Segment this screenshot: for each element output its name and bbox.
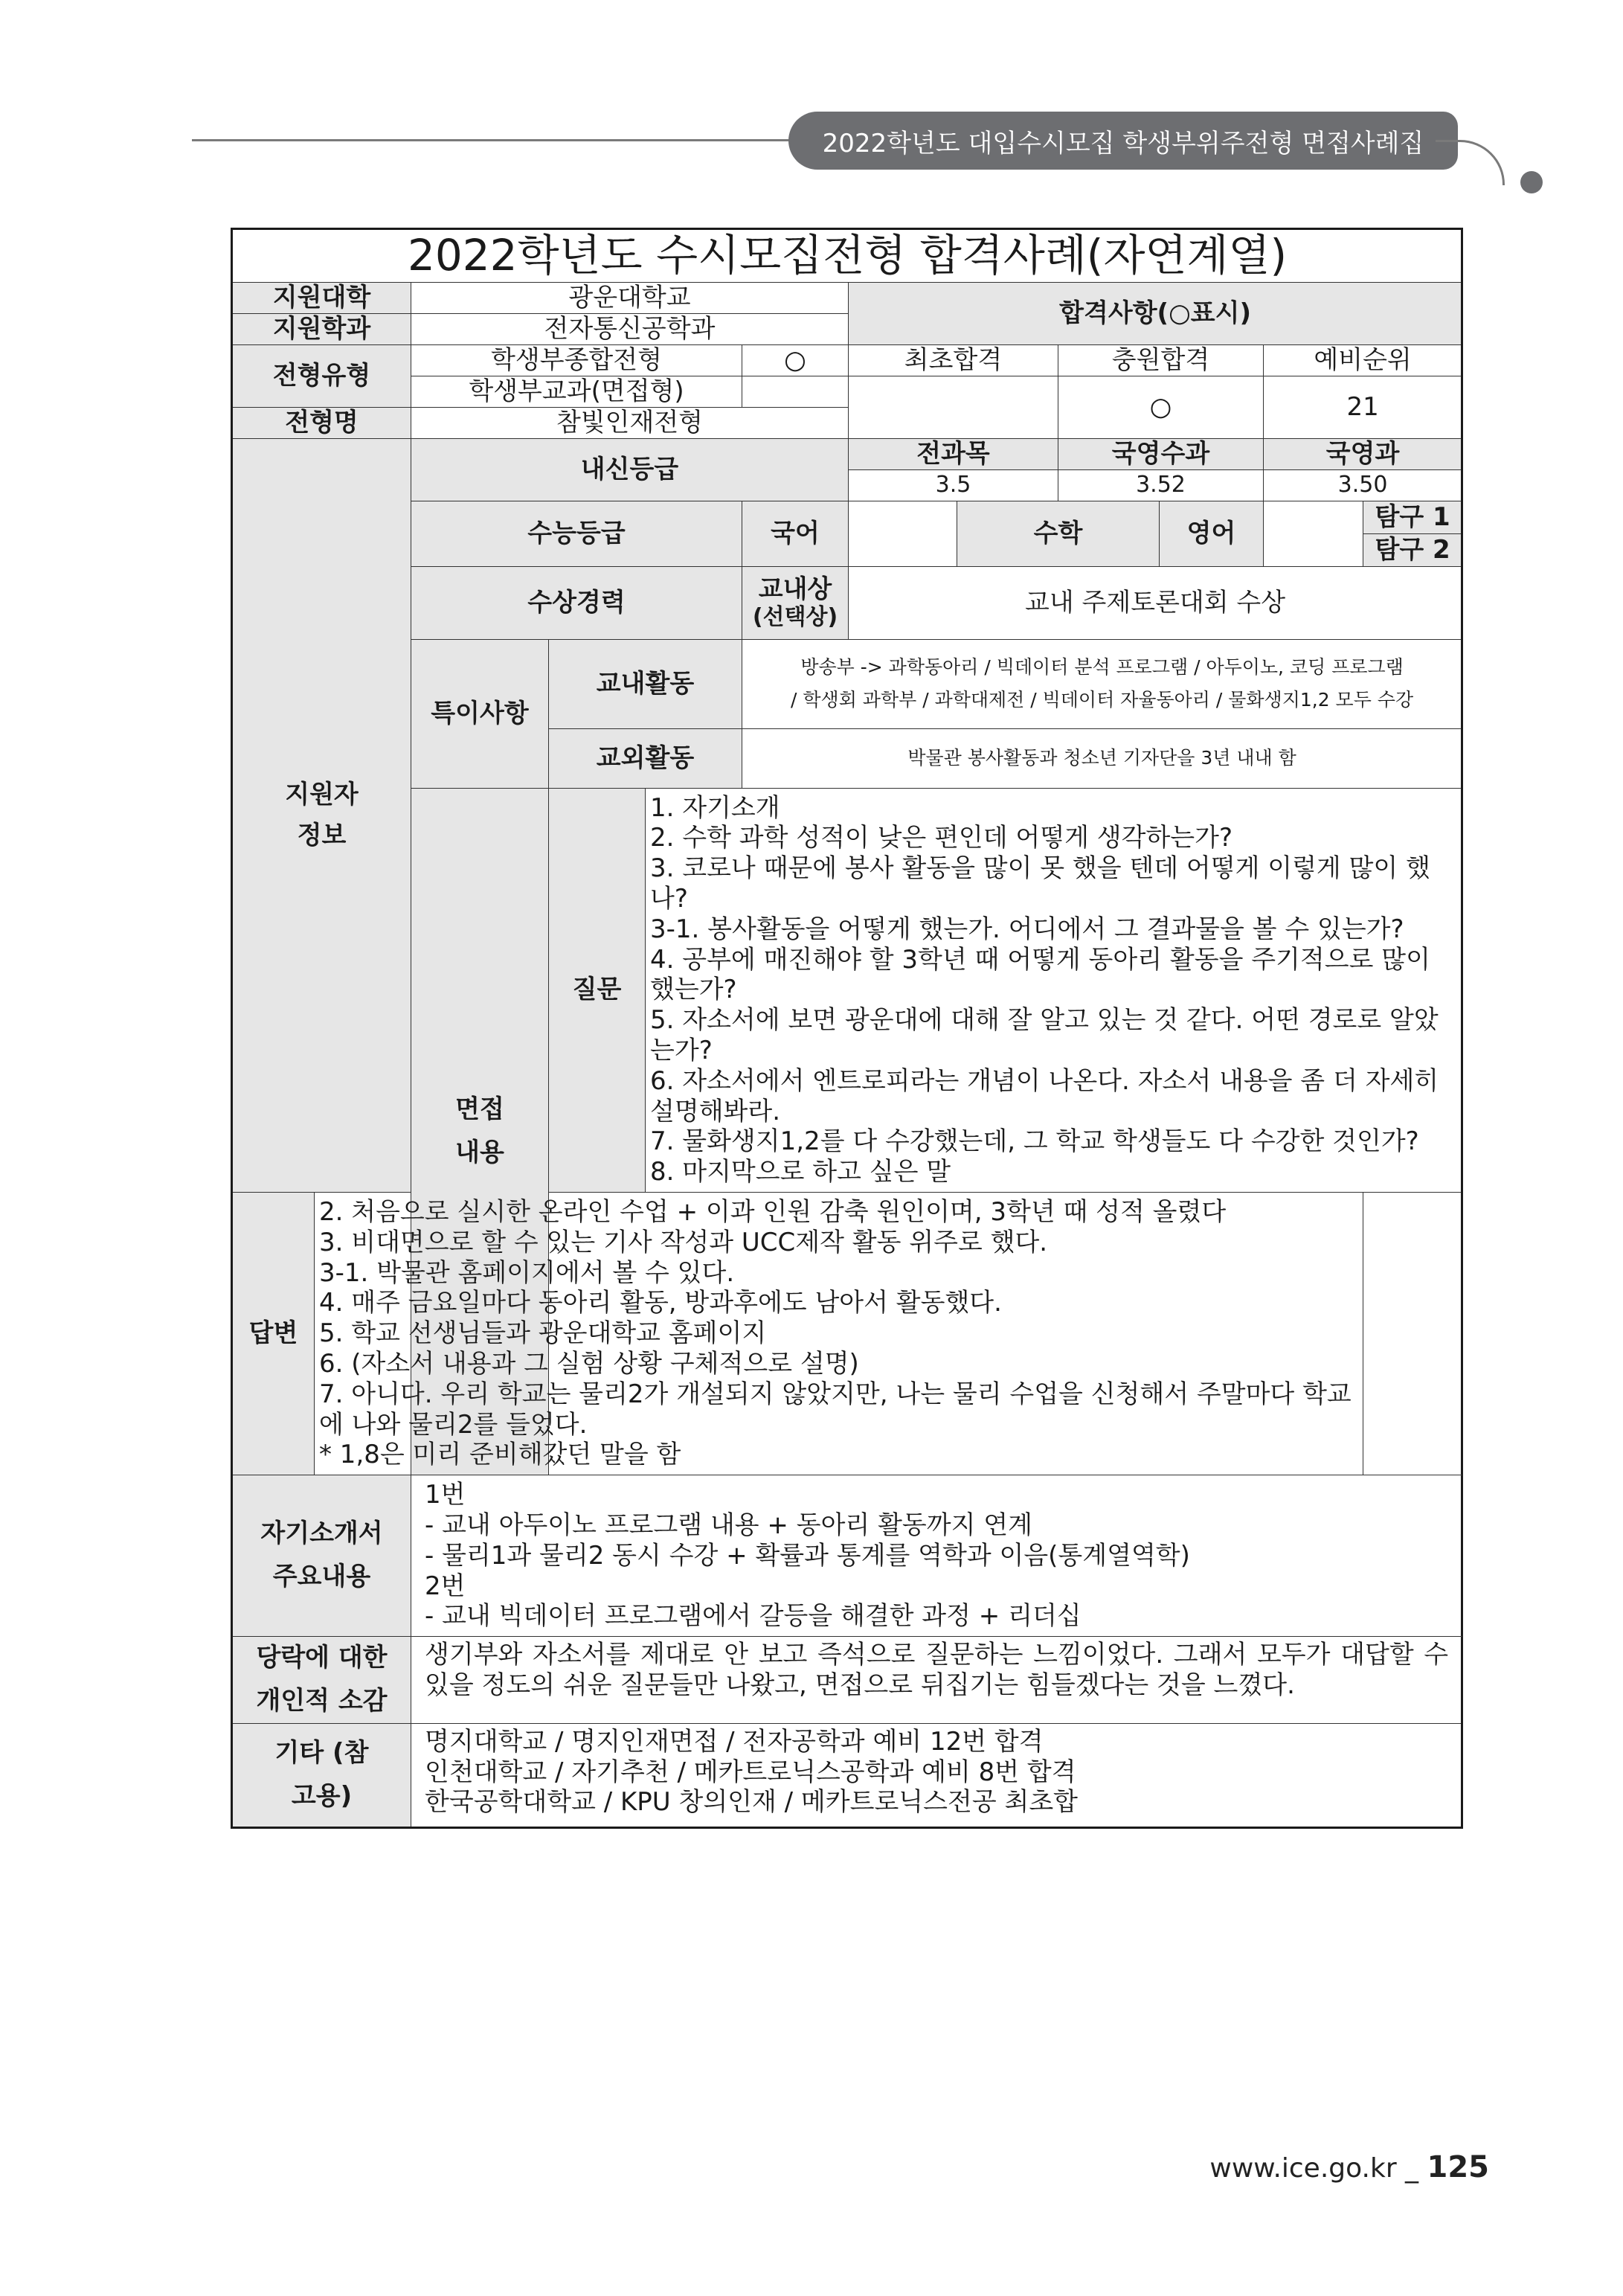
value-department: 전자통신공학과 — [411, 313, 849, 344]
header-dot — [1520, 171, 1543, 193]
label-korean: 국어 — [742, 501, 849, 566]
value-in-school-activity: 방송부 -> 과학동아리 / 빅데이터 분석 프로그램 / 아두이노, 코딩 프로그램 / 학생회 과학부 / 과학대제전 / 빅데이터 자율동아리 / 물화생지1,2 모두 수강 — [742, 639, 1462, 728]
value-gpa-kems: 3.52 — [1058, 469, 1264, 501]
answer-item: * 1,8은 미리 준비해갔던 말을 함 — [319, 1440, 681, 1470]
essay-summary-item: 1번 — [425, 1480, 466, 1510]
question-item: 2. 수학 과학 성적이 낮은 편인데 어떻게 생각하는가? — [650, 823, 1233, 853]
type-option-2: 학생부교과(면접형) — [411, 376, 742, 407]
value-out-school-activity: 박물관 봉사활동과 청소년 기자단을 3년 내내 함 — [742, 728, 1462, 788]
label-gpa-kems: 국영수과 — [1058, 438, 1264, 469]
value-gpa-all: 3.5 — [849, 469, 1058, 501]
admission-case-table — [231, 228, 1463, 1829]
essay-summary-list — [411, 1475, 1462, 1637]
label-special: 특이사항 — [411, 639, 549, 788]
label-etc: 기타 (참고용) — [232, 1723, 411, 1827]
type-option-1-mark: ○ — [742, 344, 849, 376]
label-impression: 당락에 대한 개인적 소감 — [232, 1637, 411, 1724]
label-admission-name: 전형명 — [232, 407, 411, 438]
value-admission-name: 참빛인재전형 — [411, 407, 849, 438]
label-answers: 답변 — [232, 1192, 315, 1475]
answer-item: 3. 비대면으로 할 수 있는 기사 작성과 UCC제작 활동 위주로 했다. — [319, 1227, 1048, 1257]
label-result: 합격사항(○표시) — [849, 282, 1462, 344]
label-english: 영어 — [1160, 501, 1264, 566]
label-additional-pass: 충원합격 — [1058, 344, 1264, 376]
label-inquiry-2: 탐구 2 — [1363, 533, 1462, 566]
impression-text: 생기부와 자소서를 제대로 안 보고 즉석으로 질문하는 느낌이었다. 그래서 모두가 대답할 수 있을 정도의 쉬운 질문들만 나왔고, 면접으로 뒤집기는 힘들겠다는 것을 느꼈다. — [411, 1637, 1462, 1724]
label-csat: 수능등급 — [411, 501, 742, 566]
label-interview: 면접 내용 — [411, 788, 549, 1475]
label-inquiry-1: 탐구 1 — [1363, 501, 1462, 533]
running-title: 2022학년도 대입수시모집 학생부위주전형 면접사례집 — [788, 112, 1458, 170]
label-gpa-kes: 국영과 — [1264, 438, 1462, 469]
answer-item: 7. 아니다. 우리 학교는 물리2가 개설되지 않았지만, 나는 물리 수업을 신청해서 주말마다 학교에 나와 물리2를 들었다. — [319, 1379, 1352, 1440]
question-item: 7. 물화생지1,2를 다 수강했는데, 그 학교 학생들도 다 수강한 것인가? — [650, 1126, 1419, 1157]
questions-list — [646, 788, 1462, 1192]
label-admission-type: 전형유형 — [232, 344, 411, 407]
answer-item: 3-1. 박물관 홈페이지에서 볼 수 있다. — [319, 1257, 735, 1288]
answer-item: 5. 학교 선생님들과 광운대학교 홈페이지 — [319, 1318, 767, 1349]
type-option-2-mark — [742, 376, 849, 407]
label-out-school-activity: 교외활동 — [549, 728, 742, 788]
value-waitlist: 21 — [1264, 376, 1462, 438]
label-awards: 수상경력 — [411, 566, 742, 639]
question-item: 8. 마지막으로 하고 싶은 말 — [650, 1157, 951, 1187]
question-item: 3. 코로나 때문에 봉사 활동을 많이 못 했을 텐데 어떻게 이렇게 많이 했나? — [650, 853, 1430, 914]
value-additional-pass: ○ — [1058, 376, 1264, 438]
header-curve — [1436, 140, 1505, 185]
value-award: 교내 주제토론대회 수상 — [849, 566, 1462, 639]
title-row — [232, 229, 1462, 283]
question-item: 1. 자기소개 — [650, 792, 780, 823]
answer-item: 6. (자소서 내용과 그 실험 상황 구체적으로 설명) — [319, 1348, 859, 1379]
label-waitlist: 예비순위 — [1264, 344, 1462, 376]
label-department: 지원학과 — [232, 313, 411, 344]
label-in-school-activity: 교내활동 — [549, 639, 742, 728]
essay-summary-item: 2번 — [425, 1571, 466, 1601]
value-english — [1264, 501, 1363, 566]
etc-list — [411, 1723, 1462, 1827]
question-item: 4. 공부에 매진해야 할 3학년 때 어떻게 동아리 활동을 주기적으로 많이 했는가? — [650, 944, 1430, 1005]
label-applicant-info: 지원자 정보 — [232, 438, 411, 1192]
header-rule — [192, 139, 802, 141]
label-gpa: 내신등급 — [411, 438, 849, 501]
essay-summary-item: - 물리1과 물리2 동시 수강 + 확률과 통계를 역학과 이음(통계열역학) — [425, 1540, 1190, 1571]
value-korean — [849, 501, 957, 566]
label-gpa-all: 전과목 — [849, 438, 1058, 469]
label-essay-summary: 자기소개서 주요내용 — [232, 1475, 411, 1637]
answer-item: 4. 매주 금요일마다 동아리 활동, 방과후에도 남아서 활동했다. — [319, 1288, 1002, 1318]
etc-item: 한국공학대학교 / KPU 창의인재 / 메카트로닉스전공 최초합 — [425, 1787, 1079, 1818]
question-item: 6. 자소서에서 엔트로피라는 개념이 나온다. 자소서 내용을 좀 더 자세히 설명해봐라. — [650, 1065, 1439, 1126]
label-university: 지원대학 — [232, 282, 411, 313]
question-item: 3-1. 봉사활동을 어떻게 했는가. 어디에서 그 결과물을 볼 수 있는가? — [650, 914, 1404, 944]
page-title: 2022학년도 수시모집전형 합격사례(자연계열) — [232, 229, 1462, 283]
answers-list — [315, 1192, 1363, 1475]
value-university: 광운대학교 — [411, 282, 849, 313]
etc-item: 인천대학교 / 자기추천 / 메카트로닉스공학과 예비 8번 합격 — [425, 1757, 1076, 1787]
label-questions: 질문 — [549, 788, 646, 1192]
answer-item: 2. 처음으로 실시한 온라인 수업 + 이과 인원 감축 원인이며, 3학년 때 성적 올렸다 — [319, 1196, 1227, 1227]
type-option-1: 학생부종합전형 — [411, 344, 742, 376]
essay-summary-item: - 교내 빅데이터 프로그램에서 갈등을 해결한 과정 + 리더십 — [425, 1601, 1082, 1632]
page-number: 125 — [1427, 2150, 1489, 2184]
label-first-pass: 최초합격 — [849, 344, 1058, 376]
essay-summary-item: - 교내 아두이노 프로그램 내용 + 동아리 활동까지 연계 — [425, 1510, 1032, 1540]
etc-item: 명지대학교 / 명지인재면접 / 전자공학과 예비 12번 합격 — [425, 1726, 1044, 1757]
label-in-school-award: 교내상 (선택상) — [742, 566, 849, 639]
value-gpa-kes: 3.50 — [1264, 469, 1462, 501]
label-math: 수학 — [957, 501, 1160, 566]
question-item: 5. 자소서에 보면 광운대에 대해 잘 알고 있는 것 같다. 어떤 경로로 알았는가? — [650, 1005, 1439, 1065]
value-first-pass — [849, 376, 1058, 438]
site-url: www.ice.go.kr _ — [1209, 2153, 1427, 2184]
page-footer — [1209, 2150, 1489, 2184]
